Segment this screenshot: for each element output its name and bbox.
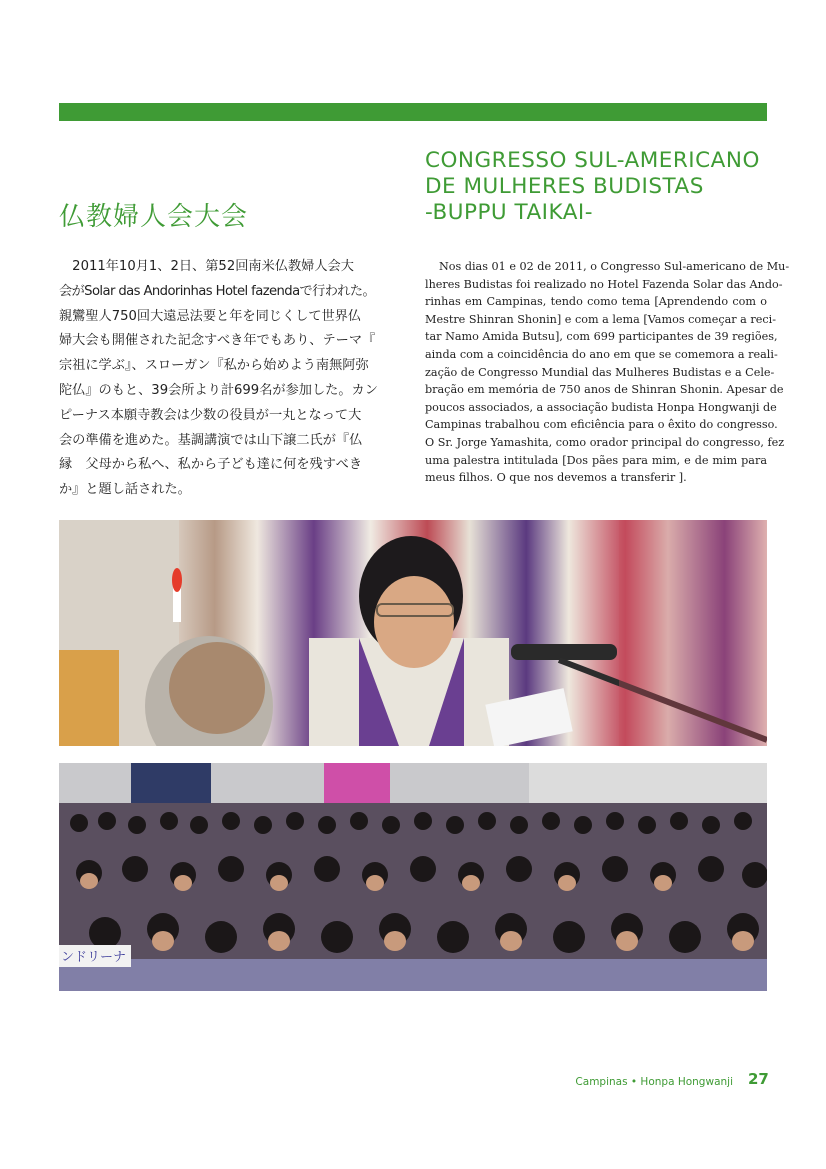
- photo-speaker-at-podium: [59, 520, 767, 746]
- japanese-body-line: 婦大会も開催された記念すべき年でもあり、テーマ『: [59, 333, 376, 349]
- portuguese-body-line: tar Namo Amida Butsu], com 699 participantes de 39 regiões,: [425, 330, 778, 344]
- portuguese-body-line: ainda com a coincidência do ano em que se comemora a reali-: [425, 347, 778, 361]
- portuguese-body-line: meus filhos. O que nos devemos a transferir ].: [425, 471, 687, 485]
- japanese-body-line: 縁 父母から私へ、私から子ども達に何を残すべき: [59, 457, 363, 473]
- speaker-photo-illustration: [59, 520, 767, 746]
- portuguese-article-body: [425, 258, 790, 487]
- portuguese-title-line: CONGRESSO SUL-AMERICANO: [425, 148, 760, 173]
- footer-publication-label: Campinas • Honpa Hongwanji: [575, 1076, 733, 1088]
- japanese-body-line: か』と題し話された。: [59, 482, 191, 498]
- audience-sign-text: ンドリーナ: [61, 950, 127, 965]
- japanese-body-line: 2011年10月1、2日、第52回南米仏教婦人会大: [59, 259, 354, 274]
- page-number: 27: [748, 1070, 769, 1088]
- japanese-body-line: ピーナス本願寺教会は少数の役員が一丸となって大: [59, 407, 362, 423]
- portuguese-body-line: bração em memória de 750 anos de Shinran Shonin. Apesar de: [425, 383, 784, 397]
- portuguese-body-line: O Sr. Jorge Yamashita, como orador principal do congresso, fez: [425, 435, 785, 449]
- portuguese-body-line: poucos associados, a associação budista Honpa Hongwanji de: [425, 400, 777, 414]
- portuguese-title-line: -BUPPU TAIKAI-: [425, 200, 594, 225]
- portuguese-body-line: lheres Budistas foi realizado no Hotel Fazenda Solar das Ando-: [425, 277, 783, 291]
- japanese-body-line: 宗祖に学ぶ』、スローガン『私から始めよう南無阿弥: [59, 358, 369, 374]
- header-accent-bar: [59, 103, 767, 121]
- portuguese-body-line: rinhas em Campinas, tendo como tema [Aprendendo com o: [425, 295, 767, 309]
- portuguese-body-line: Campinas trabalhou com eficiência para o êxito do congresso.: [425, 418, 778, 432]
- japanese-article-title: 仏教婦人会大会: [59, 202, 249, 232]
- japanese-body-line: 会がSolar das Andorinhas Hotel fazendaで行われた。: [59, 283, 376, 299]
- japanese-body-line: 親鸞聖人750回大遠忌法要と年を同じくして世界仏: [59, 308, 362, 324]
- portuguese-body-line: uma palestra intitulada [Dos pães para mim, e de mim para: [425, 453, 767, 467]
- japanese-article-body: [59, 255, 404, 503]
- portuguese-body-line: zação de Congresso Mundial das Mulheres Budistas e a Cele-: [425, 365, 775, 379]
- audience-photo-illustration: [59, 763, 767, 991]
- portuguese-title-line: DE MULHERES BUDISTAS: [425, 174, 704, 199]
- portuguese-body-line: Mestre Shinran Shonin] e com a lema [Vamos começar a reci-: [425, 312, 777, 326]
- photo-congress-audience: [59, 763, 767, 991]
- portuguese-body-line: Nos dias 01 e 02 de 2011, o Congresso Sul-americano de Mu-: [439, 260, 790, 273]
- japanese-body-line: 会の準備を進めた。基調講演では山下譲二氏が『仏: [59, 432, 363, 448]
- japanese-body-line: 陀仏』のもと、39会所より計699名が参加した。カン: [59, 382, 378, 398]
- portuguese-article-title: [425, 148, 770, 226]
